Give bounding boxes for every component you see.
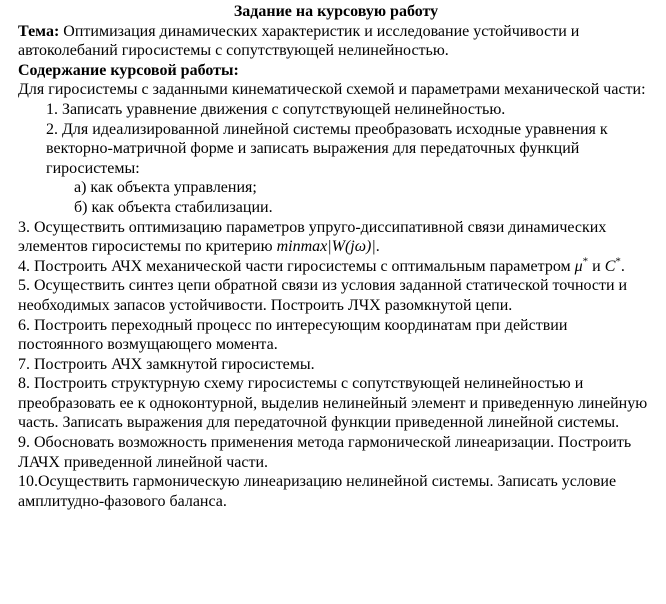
task-item-3-text: 3. Осуществить оптимизацию параметров упруго-диссипативной связи динамических элементов гиросистемы по критерию: [18, 218, 607, 256]
task-item-7: 7. Построить АЧХ замкнутой гиросистемы.: [18, 355, 315, 373]
document-title: Задание на курсовую работу: [233, 3, 439, 20]
criterion-formula: minmax|W(jω)|: [276, 238, 376, 256]
task-item-4-text: 4. Построить АЧХ механической части гиросистемы с оптимальным параметром: [18, 257, 575, 275]
task-item-2: 2. Для идеализированной линейной системы преобразовать исходные уравнения к векторно-матричной форме и записать выражения для передаточных функций гиросистемы:: [46, 120, 608, 177]
param-mu: μ: [574, 257, 583, 275]
task-subitem-a: а) как объекта управления;: [74, 179, 257, 197]
task-item-9: 9. Обосновать возможность применения метода гармонической линеаризации. Построить ЛАЧХ приведенной линейной части.: [18, 434, 632, 471]
task-item-8: 8. Построить структурную схему гиросистемы с сопутствующей нелинейностью и преобразовать ее к одноконтурной, выделив нелинейный элемент и приведенную линейную часть. Записать выражения для передаточной функции приведенной линейной системы.: [18, 375, 648, 432]
task-item-3: [18, 218, 666, 257]
topic-text: Оптимизация динамических характеристик и исследование устойчивости и автоколебаний гиросистемы с сопутствующей нелинейностью.: [18, 22, 580, 60]
param-mu-star: *: [582, 255, 589, 268]
task-item-4-end: .: [620, 257, 625, 275]
task-item-10: 10.Осуществить гармоническую линеаризацию нелинейной системы. Записать условие амплитудно-фазового баланса.: [18, 473, 617, 510]
task-item-3-end: .: [375, 238, 380, 256]
task-item-6: 6. Построить переходный процесс по интересующим координатам при действии постоянного возмущающего момента.: [18, 316, 568, 354]
param-c: C: [604, 257, 616, 275]
task-item-4-mid: и: [588, 257, 605, 275]
task-item-4: [18, 257, 666, 277]
task-item-5: 5. Осуществить синтез цепи обратной связи из условия заданной статической точности и необходимых запасов устойчивости. Построить ЛЧХ разомкнутой цепи.: [18, 277, 628, 314]
param-c-star: *: [615, 255, 621, 268]
task-subitem-b: б) как объекта стабилизации.: [74, 198, 273, 216]
topic-paragraph: [18, 22, 666, 61]
task-item-1: 1. Записать уравнение движения с сопутствующей нелинейностью.: [46, 100, 506, 118]
intro-paragraph: Для гиросистемы с заданными кинематической схемой и параметрами механической части:: [18, 81, 646, 99]
content-heading: Содержание курсовой работы:: [18, 61, 239, 79]
topic-label: Тема:: [18, 22, 60, 40]
